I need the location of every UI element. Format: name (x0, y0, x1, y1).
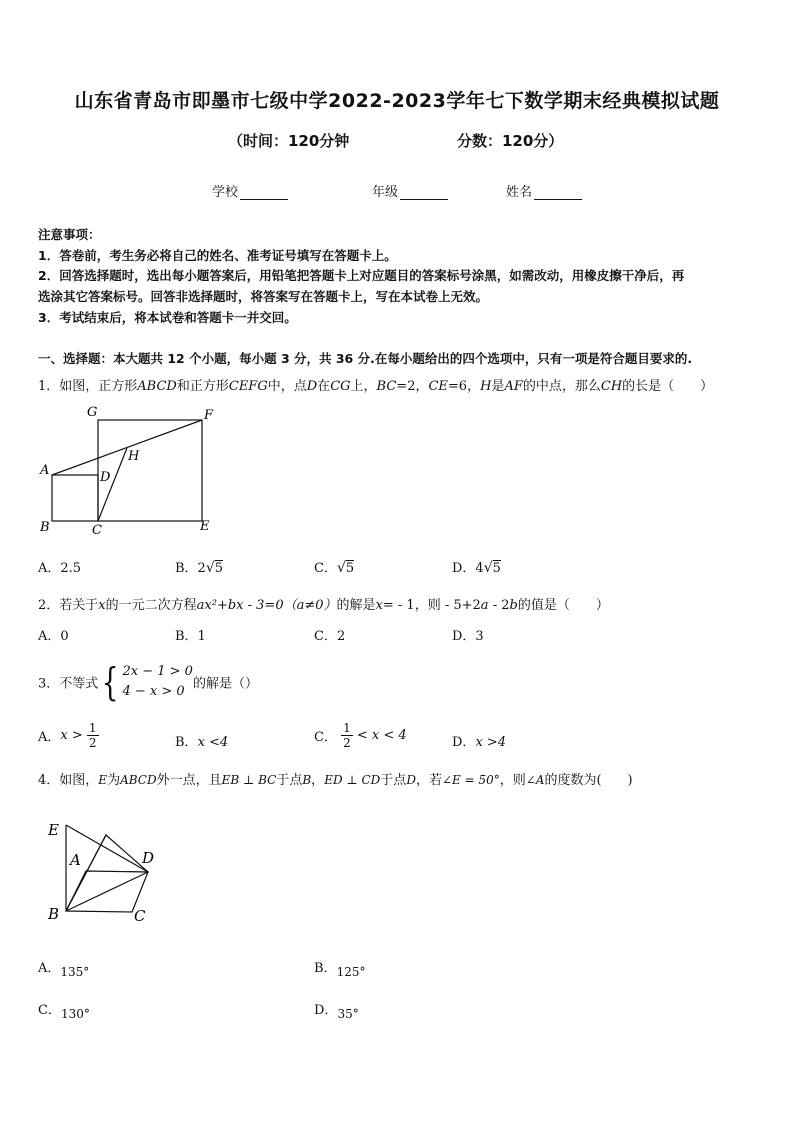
text: - 2 (488, 598, 510, 613)
text: C． (314, 730, 337, 745)
text: 于点 (276, 773, 303, 788)
text: 和正方形 (176, 379, 229, 394)
sqrt-sign: √ (205, 560, 215, 576)
text: 外一点，且 (156, 773, 222, 788)
sqrt-sign: √ (483, 560, 493, 576)
text: =2， (396, 379, 429, 394)
text: 上， (350, 379, 377, 394)
q3-option-a[interactable] (38, 721, 99, 750)
q3-option-d[interactable] (452, 731, 506, 750)
question-1-text (38, 375, 713, 394)
school-label: 学校 (212, 185, 239, 200)
label-e: E (200, 519, 210, 534)
question-3-text (38, 662, 258, 702)
denominator: 2 (88, 736, 97, 750)
segment-af (52, 420, 202, 475)
q3-option-b[interactable] (175, 731, 228, 750)
math: CEFG (228, 379, 268, 394)
text: 的中点，那么 (522, 379, 601, 394)
radicand: 5 (492, 561, 501, 576)
text: D． (452, 735, 476, 750)
math: ax²+bx - 3=0（a≠0） (196, 598, 337, 613)
grade-field (372, 181, 448, 200)
square-cefg (98, 420, 202, 521)
math: AF (504, 379, 523, 394)
numerator: 1 (343, 721, 351, 735)
math: x >4 (475, 735, 507, 750)
text: ，则 (499, 773, 526, 788)
notes-heading: 注意事项： (38, 227, 101, 242)
q2-option-d[interactable]: D．3 (452, 629, 484, 644)
option-value: 130° (60, 1007, 90, 1021)
option-value: 125° (336, 965, 366, 979)
grade-label: 年级 (372, 185, 399, 200)
question-number: 4． (38, 773, 60, 788)
text: 的值是（ ） (517, 598, 609, 613)
math: b (509, 598, 518, 613)
label-a: A (70, 851, 81, 869)
q1-option-d[interactable] (452, 557, 501, 576)
q2-option-b[interactable]: B．1 (175, 629, 206, 644)
inequality-1: 2x − 1 > 0 (122, 664, 193, 679)
school-field (212, 181, 288, 200)
q2-option-a[interactable]: A．0 (38, 629, 69, 644)
exam-score: 分数：120分） (457, 132, 564, 150)
q4-option-a[interactable] (38, 957, 90, 979)
note-item-3: 3．考试结束后，将本试卷和答题卡一并交回。 (38, 310, 297, 325)
inequality-system (122, 662, 192, 702)
text: 的长是（ ） (622, 379, 714, 394)
denominator: 2 (343, 736, 351, 750)
math: a (480, 598, 489, 613)
question-number: 1． (38, 379, 60, 394)
math: x (98, 598, 106, 613)
question-number: 3． (38, 676, 60, 692)
math: D (406, 773, 416, 787)
text: =6， (447, 379, 481, 394)
text: 在 (317, 379, 331, 394)
q4-option-b[interactable] (314, 957, 366, 979)
text: ，若 (415, 773, 442, 788)
q4-option-d[interactable] (314, 999, 359, 1021)
math: B (302, 773, 312, 787)
label-a: A (40, 463, 50, 478)
math: CH (600, 379, 623, 394)
question-4-text (38, 769, 633, 788)
name-field (506, 181, 582, 200)
q1-option-c[interactable] (314, 557, 354, 576)
text: A． (38, 961, 61, 976)
q1-option-a[interactable]: A．2.5 (38, 561, 82, 576)
text: 的度数为( ) (544, 773, 633, 788)
radicand: 5 (214, 561, 224, 576)
fraction-one-half (87, 721, 99, 750)
exam-title: 山东省青岛市即墨市七级中学2022-2023学年七下数学期末经典模拟试题 (74, 90, 720, 112)
math: EB ⊥ BC (221, 773, 277, 787)
school-blank (240, 186, 288, 200)
grade-blank (400, 186, 448, 200)
math: CG (330, 379, 351, 394)
note-item-2-cont: 选涂其它答案标号。回答非选择题时，将答案写在答题卡上，写在本试卷上无效。 (38, 289, 489, 304)
note-item-1: 1．答卷前，考生务必将自己的姓名、准考证号填写在答题卡上。 (38, 248, 397, 263)
text: 中，点 (267, 379, 307, 394)
label-b: B (40, 520, 50, 535)
label-b: B (48, 905, 60, 923)
name-blank (534, 186, 582, 200)
option-value: 35° (337, 1007, 359, 1021)
label-e: E (48, 821, 59, 839)
option-value: 135° (60, 965, 90, 979)
q4-option-c[interactable] (38, 999, 90, 1021)
text: = - 1，则 - 5+2 (382, 598, 481, 613)
math: ED ⊥ CD (324, 773, 381, 787)
math: BC (376, 379, 397, 394)
math: x (375, 598, 383, 613)
math: H (480, 379, 492, 394)
text: 的解是（） (192, 676, 258, 692)
section-heading: 一、选择题：本大题共 12 个小题，每小题 3 分，共 36 分.在每小题给出的四个选项中，只有一项是符合题目要求的. (38, 351, 693, 366)
triangle-ebd (66, 835, 148, 911)
text: 的一元二次方程 (105, 598, 197, 613)
text: B．2 (175, 561, 206, 576)
text: 为 (107, 773, 121, 788)
text: 于点 (380, 773, 407, 788)
label-d: D (142, 849, 155, 867)
label-c: C (134, 907, 146, 925)
name-label: 姓名 (506, 185, 533, 200)
inequality-2: 4 − x > 0 (122, 684, 185, 699)
math: ∠A (525, 773, 545, 787)
math: < x < 4 (356, 728, 407, 743)
label-f: F (204, 408, 214, 423)
numerator: 1 (88, 721, 97, 735)
label-h: H (128, 449, 140, 464)
text: 不等式 (59, 676, 99, 692)
text: 如图，正方形 (59, 379, 138, 394)
system-brace: { (101, 660, 119, 704)
math: D (306, 379, 318, 394)
question-1-figure (30, 400, 230, 545)
sqrt-sign: √ (336, 560, 346, 576)
math: ∠E = 50° (441, 773, 500, 787)
text: B． (175, 735, 198, 750)
label-d: D (100, 470, 111, 485)
question-4-figure (40, 815, 170, 930)
q3-option-c[interactable] (314, 721, 407, 750)
label-c: C (92, 523, 102, 538)
text: 是 (491, 379, 505, 394)
text: D．4 (452, 561, 484, 576)
q2-option-c[interactable]: C．2 (314, 629, 346, 644)
note-item-2: 2．回答选择题时，选出每小题答案后，用铅笔把答题卡上对应题目的答案标号涂黑，如需改动，用橡皮擦干净后，再 (38, 268, 685, 283)
text: 如图， (59, 773, 99, 788)
math: ABCD (137, 379, 177, 394)
fraction-one-half (341, 721, 353, 750)
math: x > (60, 728, 83, 743)
question-2-text (38, 594, 609, 613)
label-g: G (87, 405, 98, 420)
text: 的解是 (336, 598, 376, 613)
text: 若关于 (59, 598, 99, 613)
text: B． (314, 961, 337, 976)
exam-time: （时间：120分钟 (228, 132, 350, 150)
question-number: 2． (38, 598, 60, 613)
math: ABCD (120, 773, 157, 787)
math: CE (428, 379, 448, 394)
math: E (98, 773, 108, 787)
text: C． (38, 1003, 61, 1018)
radicand: 5 (345, 561, 355, 576)
text: A． (38, 730, 61, 745)
math: x <4 (197, 735, 229, 750)
square-abcd (52, 475, 98, 521)
text: D． (314, 1003, 338, 1018)
text: ， (311, 773, 325, 788)
text: C． (314, 561, 337, 576)
q1-option-b[interactable] (175, 557, 223, 576)
